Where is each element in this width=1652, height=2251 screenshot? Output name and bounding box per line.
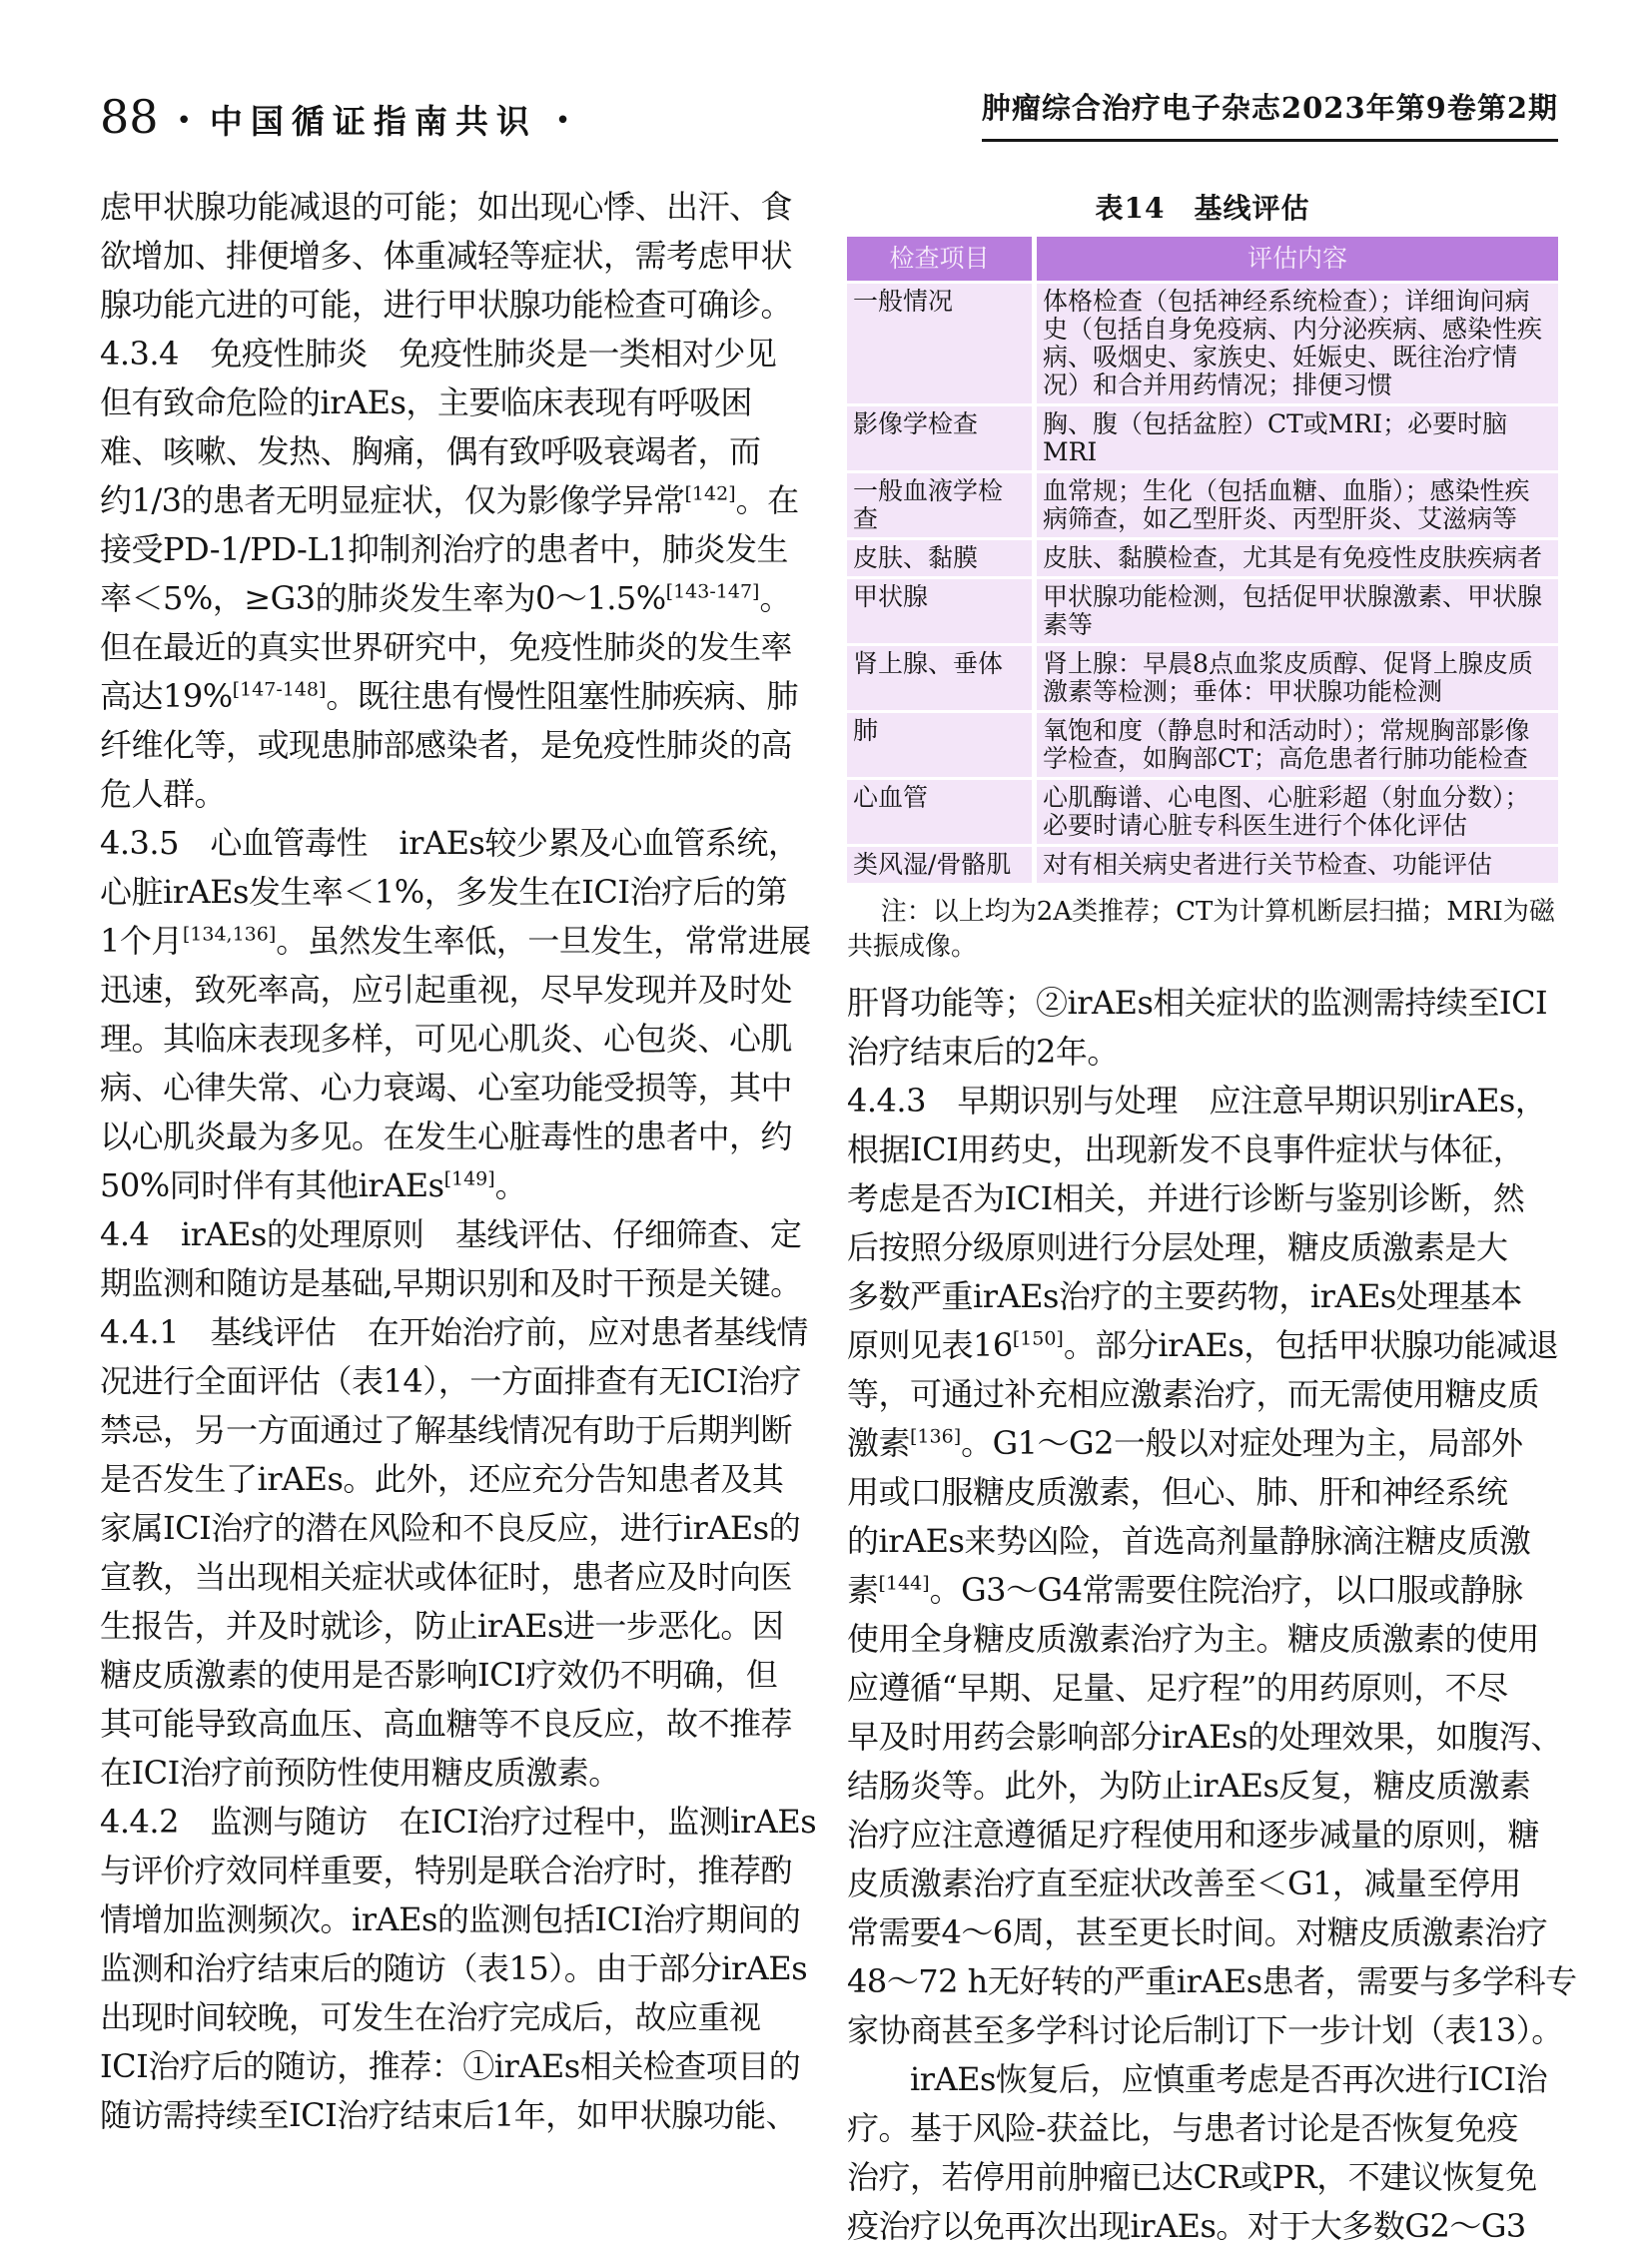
table-title <box>847 187 1558 227</box>
text-line: 糖皮质激素的使用是否影响ICI疗效仍不明确，但 <box>100 1656 778 1694</box>
text-line: 以心肌炎最为多见。在发生心脏毒性的患者中，约 <box>100 1118 793 1155</box>
table-cell-item: 一般情况 <box>847 284 1032 403</box>
table-row <box>847 646 1558 710</box>
text-line: 难、咳嗽、发热、胸痛，偶有致呼吸衰竭者，而 <box>100 432 761 470</box>
text-line: 欲增加、排便增多、体重减轻等症状，需考虑甲状 <box>100 237 793 275</box>
text-line: 病、心律失常、心力衰竭、心室功能受损等，其中 <box>100 1069 793 1107</box>
text-line: 纤维化等，或现患肺部感染者，是免疫性肺炎的高 <box>100 726 793 764</box>
text-line: 家属ICI治疗的潜在风险和不良反应，进行irAEs的 <box>100 1509 801 1547</box>
text-line: 48～72 h无好转的严重irAEs患者，需要与多学科专 <box>847 1962 1577 2000</box>
journal-name: 中国循证指南共识 <box>209 102 537 141</box>
text-line: 率＜5%，≥G3的肺炎发生率为0～1.5%[143-147]。 <box>100 579 791 617</box>
text-line: 生报告，并及时就诊，防止irAEs进一步恶化。因 <box>100 1607 784 1645</box>
page-header <box>100 86 1558 142</box>
text-line: 4.3.5 心血管毒性 irAEs较少累及心血管系统， <box>100 824 800 862</box>
table-cell-content: 对有相关病史者进行关节检查、功能评估 <box>1037 847 1558 883</box>
text-line: 与评价疗效同样重要，特别是联合治疗时，推荐酌 <box>100 1852 793 1889</box>
text-line: 肝肾功能等；②irAEs相关症状的监测需持续至ICI <box>847 984 1548 1022</box>
text-line: 家协商甚至多学科讨论后制订下一步计划（表13）。 <box>847 2011 1563 2049</box>
table-row <box>847 473 1558 537</box>
text-line: 结肠炎等。此外，为防止irAEs反复，糖皮质激素 <box>847 1767 1531 1805</box>
table-cell-content: 甲状腺功能检测，包括促甲状腺激素、甲状腺素等 <box>1037 579 1558 643</box>
table-row <box>847 847 1558 883</box>
text-line: 4.4.2 监测与随访 在ICI治疗过程中，监测irAEs <box>100 1803 817 1841</box>
table-row <box>847 579 1558 643</box>
text-line: 危人群。 <box>100 775 227 813</box>
table-cell-item: 一般血液学检查 <box>847 473 1032 537</box>
table-cell-item: 心血管 <box>847 780 1032 844</box>
table-row <box>847 406 1558 470</box>
text-line: 50%同时伴有其他irAEs[149]。 <box>100 1166 527 1204</box>
table-cell-content: 肾上腺：早晨8点血浆皮质醇、促肾上腺皮质激素等检测；垂体：甲状腺功能检测 <box>1037 646 1558 710</box>
text-line: 治疗应注意遵循足疗程使用和逐步减量的原则，糖 <box>847 1816 1540 1854</box>
table-row <box>847 713 1558 777</box>
text-line: 原则见表16[150]。部分irAEs，包括甲状腺功能减退 <box>847 1326 1559 1364</box>
text-line: irAEs恢复后，应慎重考虑是否再次进行ICI治 <box>847 2060 1548 2098</box>
text-line: 多数严重irAEs治疗的主要药物，irAEs处理基本 <box>847 1277 1522 1315</box>
table-cell-item: 皮肤、黏膜 <box>847 540 1032 576</box>
table-cell-item: 肺 <box>847 713 1032 777</box>
text-line: 疫治疗以免再次出现irAEs。对于大多数G2～G3 <box>847 2207 1526 2245</box>
bullet-icon: • <box>176 106 192 136</box>
text-line: 监测和治疗结束后的随访（表15）。由于部分irAEs <box>100 1949 808 1987</box>
text-line: 皮质激素治疗直至症状改善至＜G1，减量至停用 <box>847 1865 1521 1902</box>
left-column <box>100 183 817 2251</box>
text-line: 情增加监测频次。irAEs的监测包括ICI治疗期间的 <box>100 1900 801 1938</box>
two-column-body <box>100 183 1577 2251</box>
table-cell-content: 体格检查（包括神经系统检查）；详细询问病史（包括自身免疫病、内分泌疾病、感染性疾病、吸烟史、家族史、妊娠史、既往治疗情况）和合并用药情况；排便习惯 <box>1037 284 1558 403</box>
text-line: 常需要4～6周，甚至更长时间。对糖皮质激素治疗 <box>847 1913 1548 1951</box>
text-line: 出现时间较晚，可发生在治疗完成后，故应重视 <box>100 1998 761 2036</box>
page-number: 88 <box>100 90 159 144</box>
right-column <box>847 183 1577 2251</box>
table-cell-item: 肾上腺、垂体 <box>847 646 1032 710</box>
text-line: 疗。基于风险-获益比，与患者讨论是否恢复免疫 <box>847 2109 1518 2147</box>
text-line: 期监测和随访是基础,早期识别和及时干预是关键。 <box>100 1264 802 1302</box>
table-cell-item: 类风湿/骨骼肌 <box>847 847 1032 883</box>
text-line: 考虑是否为ICI相关，并进行诊断与鉴别诊断，然 <box>847 1179 1525 1217</box>
table-cell-content: 皮肤、黏膜检查，尤其是有免疫性皮肤疾病者 <box>1037 540 1558 576</box>
issue-info: 肿瘤综合治疗电子杂志2023年第9卷第2期 <box>982 86 1558 142</box>
text-line: 的irAEs来势凶险，首选高剂量静脉滴注糖皮质激 <box>847 1522 1531 1560</box>
text-line: 是否发生了irAEs。此外，还应充分告知患者及其 <box>100 1460 784 1498</box>
table-row <box>847 284 1558 403</box>
folio-left <box>100 90 571 144</box>
table-note: 注：以上均为2A类推荐；CT为计算机断层扫描；MRI为磁共振成像。 <box>847 897 1555 962</box>
table-cell-content: 氧饱和度（静息时和活动时）；常规胸部影像学检查，如胸部CT；高危患者行肺功能检查 <box>1037 713 1558 777</box>
bullet-icon: • <box>554 106 571 136</box>
text-line: 高达19%[147-148]。既往患有慢性阻塞性肺疾病、肺 <box>100 677 798 715</box>
text-line: 激素[136]。G1～G2一般以对症处理为主，局部外 <box>847 1424 1523 1462</box>
text-line: 约1/3的患者无明显症状，仅为影像学异常[142]。在 <box>100 481 799 519</box>
table-header-row <box>847 237 1558 281</box>
table-number: 表14 <box>1095 192 1166 225</box>
text-line: 早及时用药会影响部分irAEs的处理效果，如腹泻、 <box>847 1718 1562 1756</box>
text-line: ICI治疗后的随访，推荐：①irAEs相关检查项目的 <box>100 2047 801 2085</box>
text-line: 在ICI治疗前预防性使用糖皮质激素。 <box>100 1754 620 1792</box>
table-row <box>847 540 1558 576</box>
text-line: 迅速，致死率高，应引起重视，尽早发现并及时处 <box>100 971 793 1009</box>
text-line: 4.4.3 早期识别与处理 应注意早期识别irAEs， <box>847 1082 1547 1120</box>
text-line: 况进行全面评估（表14），一方面排查有无ICI治疗 <box>100 1362 801 1400</box>
text-line: 4.3.4 免疫性肺炎 免疫性肺炎是一类相对少见 <box>100 335 777 373</box>
text-line: 等，可通过补充相应激素治疗，而无需使用糖皮质 <box>847 1375 1540 1413</box>
text-line: 虑甲状腺功能减退的可能；如出现心悸、出汗、食 <box>100 188 793 226</box>
text-line: 用或口服糖皮质激素，但心、肺、肝和神经系统 <box>847 1473 1508 1511</box>
table-cell-content: 血常规；生化（包括血糖、血脂）；感染性疾病筛查，如乙型肝炎、丙型肝炎、艾滋病等 <box>1037 473 1558 537</box>
text-line: 心脏irAEs发生率＜1%，多发生在ICI治疗后的第 <box>100 873 787 911</box>
text-line: 1个月[134,136]。虽然发生率低，一旦发生，常常进展 <box>100 922 811 960</box>
text-line: 腺功能亢进的可能，进行甲状腺功能检查可确诊。 <box>100 286 793 324</box>
table-header-cell: 评估内容 <box>1037 237 1558 281</box>
table-caption: 基线评估 <box>1194 192 1310 225</box>
text-line: 宣教，当出现相关症状或体征时，患者应及时向医 <box>100 1558 793 1596</box>
table-cell-item: 影像学检查 <box>847 406 1032 470</box>
text-line: 其可能导致高血压、高血糖等不良反应，故不推荐 <box>100 1705 793 1743</box>
text-line: 治疗，若停用前肿瘤已达CR或PR，不建议恢复免 <box>847 2158 1537 2196</box>
table-cell-content: 胸、腹（包括盆腔）CT或MRI；必要时脑MRI <box>1037 406 1558 470</box>
text-line: 应遵循“早期、足量、足疗程”的用药原则，不尽 <box>847 1669 1508 1707</box>
text-line: 4.4 irAEs的处理原则 基线评估、仔细筛查、定 <box>100 1215 802 1253</box>
table-cell-item: 甲状腺 <box>847 579 1032 643</box>
table-cell-content: 心肌酶谱、心电图、心脏彩超（射血分数）；必要时请心脏专科医生进行个体化评估 <box>1037 780 1558 844</box>
text-line: 素[144]。G3～G4常需要住院治疗，以口服或静脉 <box>847 1571 1523 1609</box>
text-line: 接受PD-1/PD-L1抑制剂治疗的患者中，肺炎发生 <box>100 530 788 568</box>
right-column-text <box>847 979 1577 2251</box>
text-line: 治疗结束后的2年。 <box>847 1033 1119 1071</box>
table-row <box>847 780 1558 844</box>
text-line: 4.4.1 基线评估 在开始治疗前，应对患者基线情 <box>100 1313 808 1351</box>
text-line: 禁忌，另一方面通过了解基线情况有助于后期判断 <box>100 1411 793 1449</box>
text-line: 理。其临床表现多样，可见心肌炎、心包炎、心肌 <box>100 1020 793 1058</box>
text-line: 根据ICI用药史，出现新发不良事件症状与体征， <box>847 1130 1525 1168</box>
text-line: 后按照分级原则进行分层处理，糖皮质激素是大 <box>847 1228 1508 1266</box>
table-header-cell: 检查项目 <box>847 237 1032 281</box>
text-line: 但有致命危险的irAEs，主要临床表现有呼吸困 <box>100 383 752 421</box>
text-line: 使用全身糖皮质激素治疗为主。糖皮质激素的使用 <box>847 1620 1540 1658</box>
text-line: 随访需持续至ICI治疗结束后1年，如甲状腺功能、 <box>100 2096 798 2134</box>
text-line: 但在最近的真实世界研究中，免疫性肺炎的发生率 <box>100 628 793 666</box>
baseline-assessment-table <box>847 237 1558 883</box>
